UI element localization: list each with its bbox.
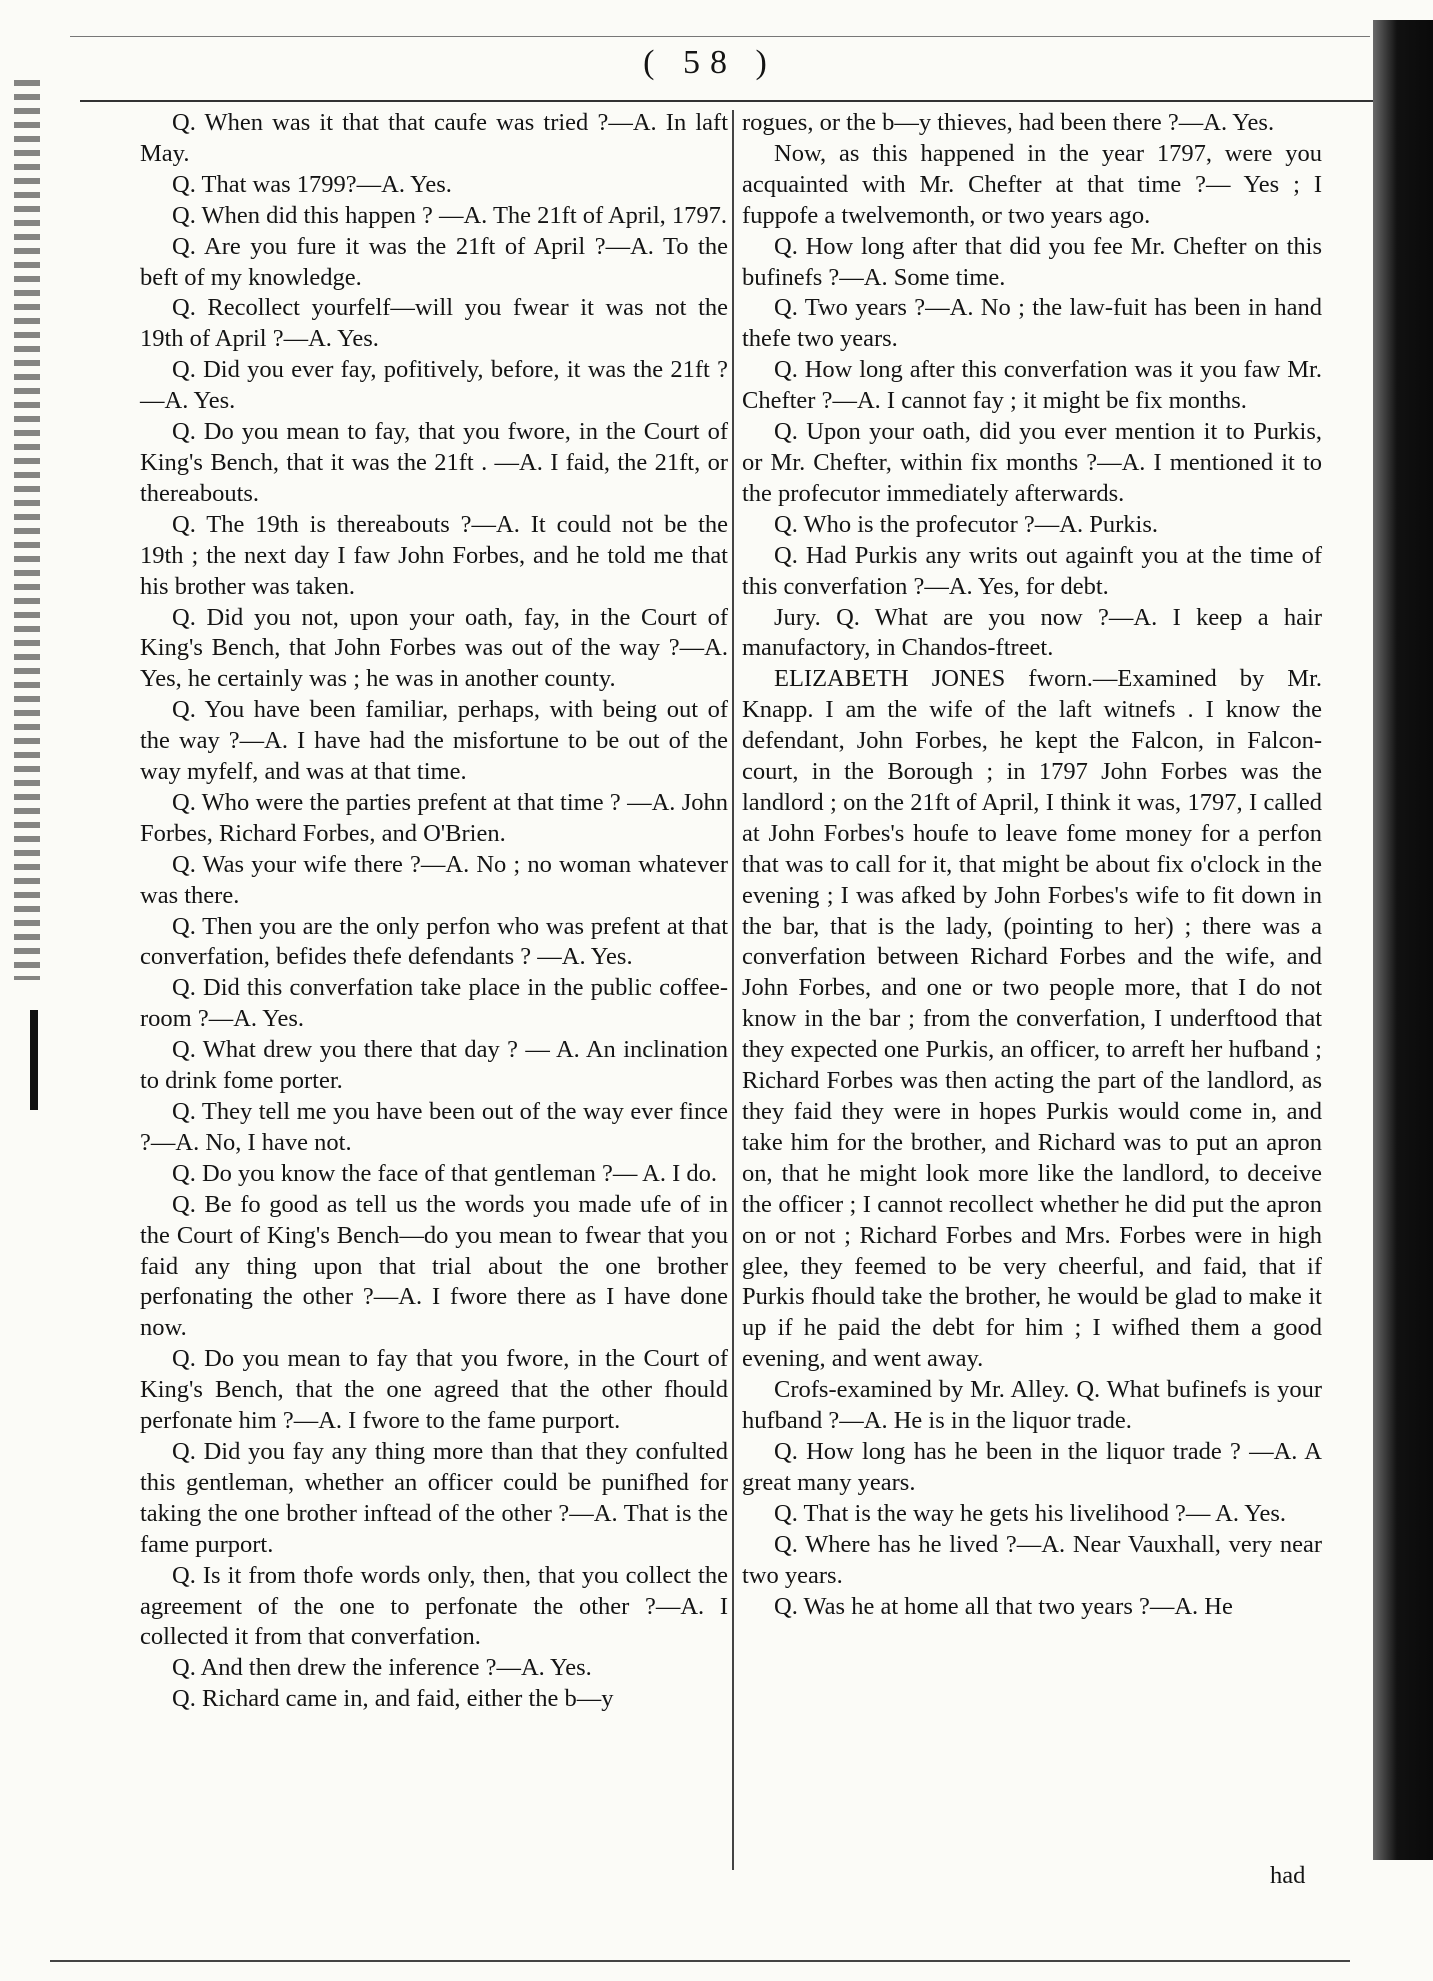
paragraph: Q. Was your wife there ?—A. No ; no woman whatever was there. [140, 850, 728, 909]
paragraph: Q. Upon your oath, did you ever mention it to Purkis, or Mr. Chefter, within fix months ?—A. I mentioned it to the profecutor immediately afterwards. [742, 418, 1322, 507]
paragraph: Q. Where has he lived ?—A. Near Vauxhall, very near two years. [742, 1530, 1322, 1589]
page-number: ( 58 ) [643, 44, 777, 81]
paragraph: Q. Do you know the face of that gentleman ?— A. I do. [172, 1159, 717, 1187]
binding-bar [30, 1010, 38, 1110]
top-edge-rule [70, 36, 1370, 37]
paragraph: ELIZABETH JONES fworn.—Examined by Mr. Knapp. I am the wife of the laft witnefs . I know the defendant, John Forbes, he kept the Falcon, in Falcon-court, in the Borough ; in 1797 John Forbes was the landlord ; on the 21ft of April, I think it was, 1797, I called at John Forbes's houfe to leave fome money for a perfon that was to call for it, that might be about fix o'clock in the evening ; I was afked by John Forbes's wife to fit down in the bar, that is the lady, (pointing to her) ; there was a converfation between Richard Forbes and the wife, and John Forbes, and one or two people more, that I do not know in the bar ; from the converfation, I underftood that they expected one Purkis, an officer, to arreft her hufband ; Richard Forbes was then acting the part of the landlord, as they faid they were in hopes Purkis would come in, and take him for the brother, and Richard was to put an apron on, that he might look more like the landlord, to deceive the officer ; I cannot recollect whether he did put the apron on or not ; Richard Forbes and Mrs. Forbes were in high glee, they feemed to be very cheerful, and faid, that if Purkis fhould take the brother, he would be glad to make it up if he paid the debt for him ; I wifhed them a good evening, and went away. [742, 665, 1322, 1373]
paragraph: Q. What drew you there that day ? — A. An inclination to drink fome porter. [140, 1036, 728, 1095]
paragraph: Q. How long after this converfation was it you faw Mr. Chefter ?—A. I cannot fay ; it might be fix months. [742, 356, 1322, 415]
paragraph: Q. Do you mean to fay, that you fwore, in the Court of King's Bench, that it was the 21ft . —A. I faid, the 21ft, or thereabouts. [140, 418, 728, 507]
paragraph: Q. Are you fure it was the 21ft of April ?—A. To the beft of my knowledge. [140, 232, 728, 291]
paragraph: Q. Did you not, upon your oath, fay, in the Court of King's Bench, that John Forbes was out of the way ?—A. Yes, he certainly was ; he was in another county. [140, 603, 728, 693]
paragraph: Q. When did this happen ? —A. The 21ft of April, 1797. [172, 201, 728, 229]
binding-marks [14, 80, 40, 980]
paragraph: Q. Did you ever fay, pofitively, before, it was the 21ft ?—A. Yes. [140, 356, 728, 415]
paragraph: rogues, or the b—y thieves, had been there ?—A. Yes. [742, 109, 1275, 136]
paragraph: Q. Then you are the only perfon who was prefent at that converfation, befides thefe defendants ? —A. Yes. [140, 912, 728, 971]
paragraph: Q. You have been familiar, perhaps, with being out of the way ?—A. I have had the misfortune to be out of the way myfelf, and was at that time. [140, 696, 728, 786]
paragraph: Now, as this happened in the year 1797, were you acquainted with Mr. Chefter at that time ?— Yes ; I fuppofe a twelvemonth, or two years ago. [742, 139, 1322, 229]
paragraph: Q. That is the way he gets his livelihood ?— A. Yes. [774, 1499, 1286, 1527]
paragraph: Q. The 19th is thereabouts ?—A. It could not be the 19th ; the next day I faw John Forbes, and he told me that his brother was taken. [140, 510, 728, 600]
paragraph: Q. And then drew the inference ?—A. Yes. [172, 1654, 592, 1682]
paragraph: Q. Who is the profecutor ?—A. Purkis. [774, 510, 1158, 538]
column-divider [732, 110, 734, 1870]
paragraph: Q. Did this converfation take place in the public coffee-room ?—A. Yes. [140, 974, 728, 1033]
paragraph: Q. Is it from thofe words only, then, that you collect the agreement of the one to perfonate the other ?—A. I collected it from that converfation. [140, 1561, 728, 1651]
paragraph: Jury. Q. What are you now ?—A. I keep a hair manufactory, in Chandos-ftreet. [742, 603, 1322, 662]
paragraph: Q. Be fo good as tell us the words you made ufe of in the Court of King's Bench—do you mean to fwear that you faid any thing upon that trial about the one brother perfonating the other ?—A. I fwore there as I have done now. [140, 1190, 728, 1342]
catchword: had [1270, 1862, 1306, 1889]
paragraph: Q. Do you mean to fay that you fwore, in the Court of King's Bench, that the one agreed that the other fhould perfonate him ?—A. I fwore to the fame purport. [140, 1345, 728, 1435]
left-column [140, 108, 728, 1715]
paragraph: Q. Had Purkis any writs out againft you at the time of this converfation ?—A. Yes, for debt. [742, 541, 1322, 600]
paragraph: Q. Who were the parties prefent at that time ? —A. John Forbes, Richard Forbes, and O'Brien. [140, 788, 728, 847]
paragraph: Q. Two years ?—A. No ; the law-fuit has been in hand thefe two years. [742, 294, 1322, 353]
footer-rule [50, 1960, 1350, 1962]
paragraph: Q. When was it that that caufe was tried ?—A. In laft May. [140, 109, 728, 167]
right-column [742, 108, 1322, 1622]
paragraph: Q. How long after that did you fee Mr. Chefter on this bufinefs ?—A. Some time. [742, 232, 1322, 291]
paragraph: Q. Was he at home all that two years ?—A. He [774, 1592, 1233, 1620]
paragraph: Q. Richard came in, and faid, either the b—y [172, 1685, 614, 1713]
header-rule [80, 100, 1380, 102]
paragraph: Crofs-examined by Mr. Alley. Q. What bufinefs is your hufband ?—A. He is in the liquor trade. [742, 1376, 1322, 1435]
page-edge-shadow [1373, 20, 1433, 1860]
paragraph: Q. Did you fay any thing more than that they confulted this gentleman, whether an officer could be punifhed for taking the one brother inftead of the other ?—A. That is the fame purport. [140, 1437, 728, 1558]
paragraph: Q. Recollect yourfelf—will you fwear it was not the 19th of April ?—A. Yes. [140, 294, 728, 353]
paragraph: Q. That was 1799?—A. Yes. [172, 170, 452, 198]
paragraph: Q. How long has he been in the liquor trade ? —A. A great many years. [742, 1437, 1322, 1496]
paragraph: Q. They tell me you have been out of the way ever fince ?—A. No, I have not. [140, 1098, 728, 1156]
